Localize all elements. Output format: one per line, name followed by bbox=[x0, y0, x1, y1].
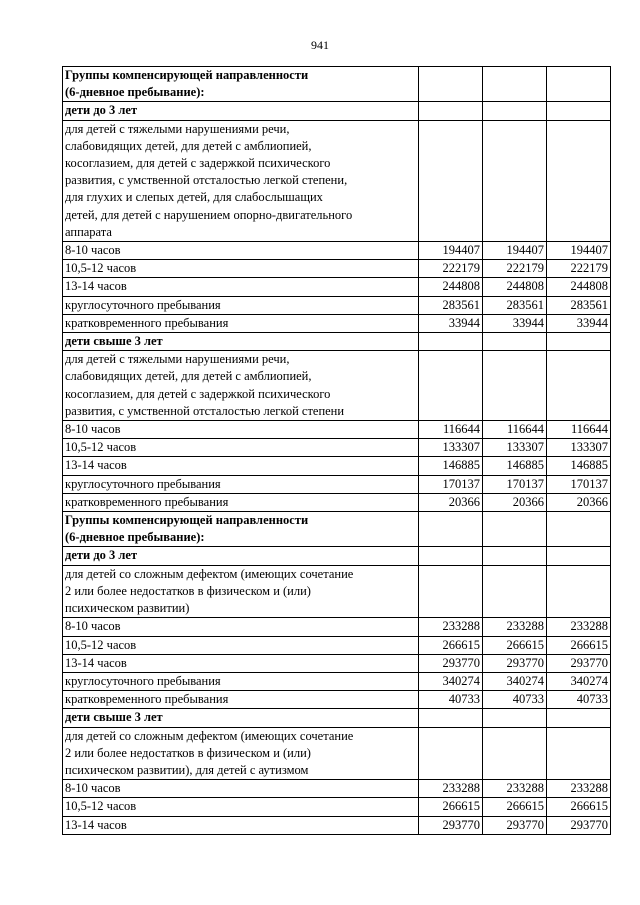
row-label: 13-14 часов bbox=[63, 816, 419, 834]
table-row-data bbox=[63, 296, 611, 314]
value-cell-2 bbox=[483, 709, 547, 727]
value-cell-1: 146885 bbox=[419, 457, 483, 475]
value-cell-1: 116644 bbox=[419, 421, 483, 439]
row-label: 10,5-12 часов bbox=[63, 636, 419, 654]
value-cell-3: 170137 bbox=[547, 475, 611, 493]
row-label: 8-10 часов bbox=[63, 242, 419, 260]
table-row-subheader bbox=[63, 102, 611, 120]
value-cell-2: 133307 bbox=[483, 439, 547, 457]
row-label: для детей с тяжелыми нарушениями речи, слабовидящих детей, для детей с амблиопией, косоглазием, для детей с задержкой психического развития, с умственной отсталостью легкой степени bbox=[63, 351, 419, 421]
table-row-data bbox=[63, 278, 611, 296]
value-cell-2: 266615 bbox=[483, 798, 547, 816]
row-label: круглосуточного пребывания bbox=[63, 672, 419, 690]
table-row-data bbox=[63, 457, 611, 475]
value-cell-3: 340274 bbox=[547, 672, 611, 690]
value-cell-1: 194407 bbox=[419, 242, 483, 260]
row-label: для детей с тяжелыми нарушениями речи, слабовидящих детей, для детей с амблиопией, косоглазием, для детей с задержкой психического развития, с умственной отсталостью легкой степени, для глухих и слепых детей, для слабослышащих детей, для детей с нарушением опорно-двигательного аппарата bbox=[63, 120, 419, 241]
value-cell-3: 116644 bbox=[547, 421, 611, 439]
value-cell-3 bbox=[547, 547, 611, 565]
value-cell-1: 266615 bbox=[419, 798, 483, 816]
value-cell-3 bbox=[547, 565, 611, 618]
value-cell-2 bbox=[483, 512, 547, 547]
tariff-table bbox=[62, 66, 611, 835]
row-label: кратковременного пребывания bbox=[63, 314, 419, 332]
table-row-data bbox=[63, 672, 611, 690]
row-label: 13-14 часов bbox=[63, 278, 419, 296]
value-cell-2: 40733 bbox=[483, 691, 547, 709]
value-cell-3: 133307 bbox=[547, 439, 611, 457]
value-cell-3: 194407 bbox=[547, 242, 611, 260]
value-cell-2: 20366 bbox=[483, 493, 547, 511]
value-cell-2 bbox=[483, 67, 547, 102]
row-label: Группы компенсирующей направленности (6-дневное пребывание): bbox=[63, 512, 419, 547]
value-cell-3: 146885 bbox=[547, 457, 611, 475]
value-cell-1: 40733 bbox=[419, 691, 483, 709]
table-row-data bbox=[63, 421, 611, 439]
value-cell-1 bbox=[419, 547, 483, 565]
table-row-data bbox=[63, 260, 611, 278]
row-label: 10,5-12 часов bbox=[63, 798, 419, 816]
value-cell-2: 222179 bbox=[483, 260, 547, 278]
table-row-header bbox=[63, 512, 611, 547]
value-cell-2: 266615 bbox=[483, 636, 547, 654]
value-cell-2 bbox=[483, 120, 547, 241]
value-cell-1: 293770 bbox=[419, 816, 483, 834]
value-cell-3: 33944 bbox=[547, 314, 611, 332]
value-cell-3 bbox=[547, 67, 611, 102]
table-row-data bbox=[63, 314, 611, 332]
row-label: для детей со сложным дефектом (имеющих сочетание 2 или более недостатков в физическом и (или) психическом развитии) bbox=[63, 565, 419, 618]
row-label: 10,5-12 часов bbox=[63, 439, 419, 457]
value-cell-1: 266615 bbox=[419, 636, 483, 654]
value-cell-1: 244808 bbox=[419, 278, 483, 296]
row-label: 8-10 часов bbox=[63, 780, 419, 798]
value-cell-2: 194407 bbox=[483, 242, 547, 260]
value-cell-2: 244808 bbox=[483, 278, 547, 296]
value-cell-2 bbox=[483, 351, 547, 421]
row-label: для детей со сложным дефектом (имеющих сочетание 2 или более недостатков в физическом и (или) психическом развитии), для детей с аутизмом bbox=[63, 727, 419, 780]
table-row-data bbox=[63, 654, 611, 672]
table-row-data bbox=[63, 475, 611, 493]
value-cell-2: 116644 bbox=[483, 421, 547, 439]
value-cell-1 bbox=[419, 565, 483, 618]
page-number: 941 bbox=[311, 38, 329, 52]
table-row-data bbox=[63, 798, 611, 816]
value-cell-1 bbox=[419, 727, 483, 780]
table-row-desc bbox=[63, 565, 611, 618]
table-row-desc bbox=[63, 351, 611, 421]
value-cell-2 bbox=[483, 333, 547, 351]
value-cell-3 bbox=[547, 512, 611, 547]
value-cell-3: 244808 bbox=[547, 278, 611, 296]
tariff-table-body bbox=[63, 67, 611, 835]
value-cell-3 bbox=[547, 351, 611, 421]
row-label: круглосуточного пребывания bbox=[63, 296, 419, 314]
row-label: кратковременного пребывания bbox=[63, 691, 419, 709]
table-row-data bbox=[63, 618, 611, 636]
table-row-desc bbox=[63, 727, 611, 780]
value-cell-1: 20366 bbox=[419, 493, 483, 511]
value-cell-2 bbox=[483, 102, 547, 120]
value-cell-2 bbox=[483, 727, 547, 780]
value-cell-1: 293770 bbox=[419, 654, 483, 672]
table-row-header bbox=[63, 67, 611, 102]
value-cell-3 bbox=[547, 120, 611, 241]
value-cell-3 bbox=[547, 709, 611, 727]
row-label: 8-10 часов bbox=[63, 618, 419, 636]
value-cell-3 bbox=[547, 727, 611, 780]
row-label: 13-14 часов bbox=[63, 457, 419, 475]
value-cell-3 bbox=[547, 333, 611, 351]
value-cell-1 bbox=[419, 351, 483, 421]
row-label: Группы компенсирующей направленности (6-дневное пребывание): bbox=[63, 67, 419, 102]
value-cell-2: 146885 bbox=[483, 457, 547, 475]
value-cell-1 bbox=[419, 512, 483, 547]
value-cell-1: 283561 bbox=[419, 296, 483, 314]
table-row-data bbox=[63, 816, 611, 834]
row-label: дети свыше 3 лет bbox=[63, 709, 419, 727]
value-cell-1: 222179 bbox=[419, 260, 483, 278]
table-row-data bbox=[63, 439, 611, 457]
value-cell-3: 233288 bbox=[547, 780, 611, 798]
value-cell-3: 40733 bbox=[547, 691, 611, 709]
value-cell-3: 233288 bbox=[547, 618, 611, 636]
value-cell-2 bbox=[483, 565, 547, 618]
table-row-subheader bbox=[63, 547, 611, 565]
value-cell-1: 233288 bbox=[419, 780, 483, 798]
value-cell-1: 340274 bbox=[419, 672, 483, 690]
value-cell-1 bbox=[419, 709, 483, 727]
value-cell-2: 283561 bbox=[483, 296, 547, 314]
table-row-subheader bbox=[63, 709, 611, 727]
value-cell-3 bbox=[547, 102, 611, 120]
row-label: 8-10 часов bbox=[63, 421, 419, 439]
value-cell-3: 283561 bbox=[547, 296, 611, 314]
table-row-data bbox=[63, 493, 611, 511]
value-cell-1 bbox=[419, 120, 483, 241]
value-cell-2: 170137 bbox=[483, 475, 547, 493]
value-cell-1: 170137 bbox=[419, 475, 483, 493]
value-cell-1 bbox=[419, 102, 483, 120]
value-cell-1: 233288 bbox=[419, 618, 483, 636]
value-cell-2: 340274 bbox=[483, 672, 547, 690]
value-cell-1: 33944 bbox=[419, 314, 483, 332]
value-cell-2 bbox=[483, 547, 547, 565]
value-cell-1: 133307 bbox=[419, 439, 483, 457]
row-label: дети до 3 лет bbox=[63, 547, 419, 565]
value-cell-3: 293770 bbox=[547, 816, 611, 834]
value-cell-2: 233288 bbox=[483, 780, 547, 798]
value-cell-2: 293770 bbox=[483, 654, 547, 672]
row-label: дети свыше 3 лет bbox=[63, 333, 419, 351]
value-cell-3: 266615 bbox=[547, 636, 611, 654]
row-label: круглосуточного пребывания bbox=[63, 475, 419, 493]
table-row-data bbox=[63, 242, 611, 260]
value-cell-1 bbox=[419, 67, 483, 102]
row-label: 10,5-12 часов bbox=[63, 260, 419, 278]
table-row-subheader bbox=[63, 333, 611, 351]
table-row-data bbox=[63, 636, 611, 654]
value-cell-3: 222179 bbox=[547, 260, 611, 278]
table-row-data bbox=[63, 780, 611, 798]
value-cell-2: 33944 bbox=[483, 314, 547, 332]
row-label: 13-14 часов bbox=[63, 654, 419, 672]
value-cell-3: 293770 bbox=[547, 654, 611, 672]
value-cell-1 bbox=[419, 333, 483, 351]
row-label: кратковременного пребывания bbox=[63, 493, 419, 511]
table-row-desc bbox=[63, 120, 611, 241]
value-cell-2: 293770 bbox=[483, 816, 547, 834]
row-label: дети до 3 лет bbox=[63, 102, 419, 120]
table-row-data bbox=[63, 691, 611, 709]
value-cell-2: 233288 bbox=[483, 618, 547, 636]
value-cell-3: 266615 bbox=[547, 798, 611, 816]
value-cell-3: 20366 bbox=[547, 493, 611, 511]
